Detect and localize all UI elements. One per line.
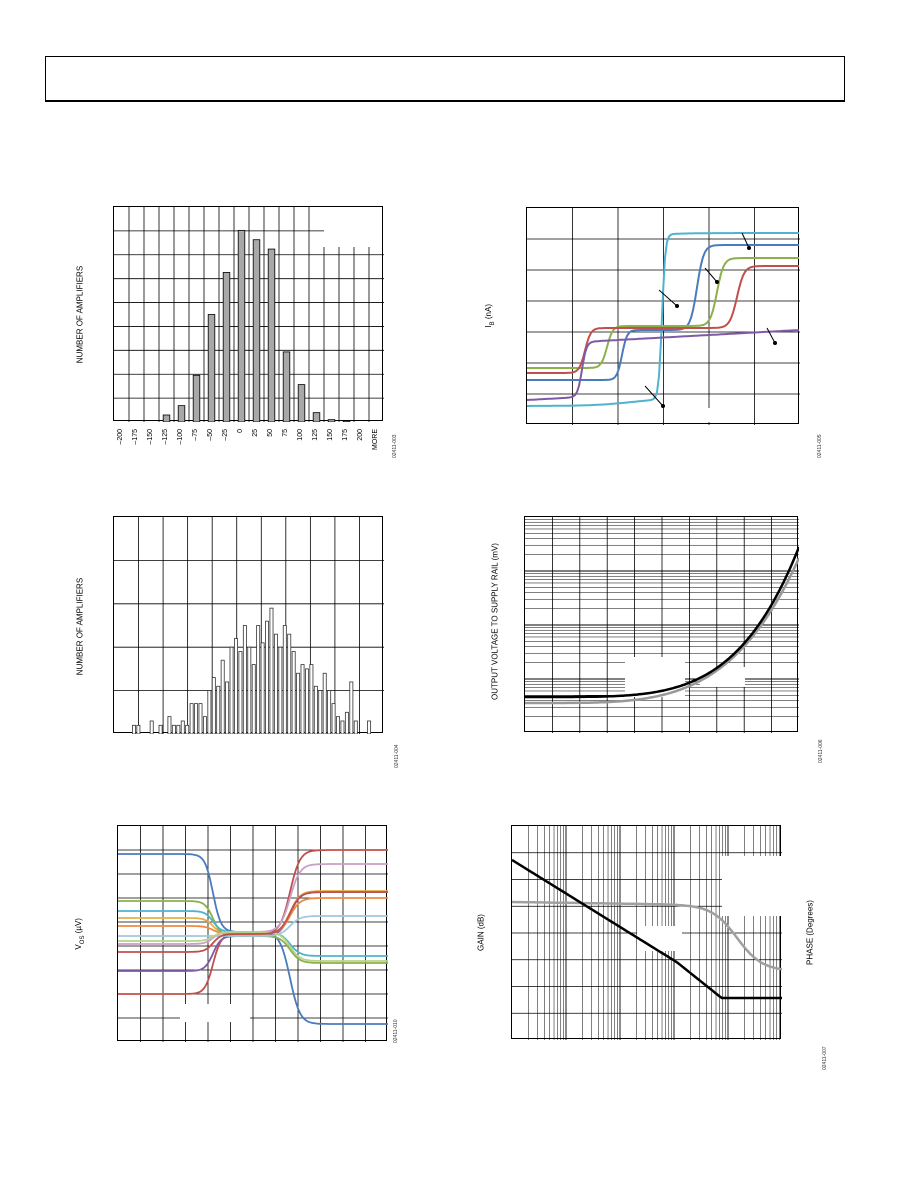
fig4-bar <box>252 665 255 734</box>
fig4-bar <box>221 660 224 734</box>
page-header-box <box>45 56 845 102</box>
fig1-xtick-label: 100 <box>296 429 304 441</box>
fig1-code: 02411-003 <box>392 434 398 458</box>
fig4-bar <box>279 647 282 734</box>
fig4-bar <box>297 673 300 734</box>
fig4-bar <box>336 717 339 734</box>
fig4-bar <box>195 704 198 734</box>
fig4-bar <box>212 678 215 734</box>
fig1-xtick-label: 0 <box>236 429 244 433</box>
fig4-bar <box>226 682 229 734</box>
fig1-xtick-label: –200 <box>116 429 124 445</box>
fig3-arrow <box>767 328 775 343</box>
fig1-bar <box>328 420 335 422</box>
fig4-bar <box>190 704 193 734</box>
fig4-bar <box>159 725 162 734</box>
fig4-bar <box>314 686 317 734</box>
fig4-bar <box>270 608 273 734</box>
fig1-svg <box>114 207 384 422</box>
fig7-svg <box>118 826 388 1042</box>
fig3-ylabel-unit: (nA) <box>484 304 494 322</box>
fig4-bar <box>350 682 353 734</box>
fig4-bar <box>328 691 331 734</box>
fig4-ylabel: NUMBER OF AMPLIFIERS <box>75 577 85 676</box>
fig5-code: 02411-006 <box>818 739 824 763</box>
fig1-bar <box>178 406 185 422</box>
fig4-bar <box>341 721 344 734</box>
fig1-xtick-label: 25 <box>251 429 259 437</box>
fig4-bar <box>217 686 220 734</box>
fig4-bar <box>305 669 308 734</box>
fig1-xtick-label: –75 <box>191 429 199 441</box>
fig4-bar <box>257 626 260 735</box>
fig4-bar <box>301 665 304 734</box>
fig4-bar <box>319 691 322 734</box>
fig4-bar <box>186 725 189 734</box>
fig3-plot <box>526 207 799 424</box>
fig3-arrowhead <box>747 246 751 250</box>
fig4-bar <box>368 721 371 734</box>
fig7-ylabel <box>74 909 86 959</box>
fig3-arrowhead <box>715 280 719 284</box>
fig4-bar <box>265 621 268 734</box>
fig1-xtick-label: –175 <box>131 429 139 445</box>
fig7-legend-mask <box>180 1004 250 1022</box>
fig3-arrow <box>645 386 663 406</box>
fig1-xtick-label: 75 <box>281 429 289 437</box>
fig4-bar <box>243 626 246 735</box>
fig1-xtick-label: –50 <box>206 429 214 441</box>
fig5-ylabel: OUTPUT VOLTAGE TO SUPPLY RAIL (mV) <box>490 543 500 700</box>
fig4-bar <box>332 704 335 734</box>
fig1-bar <box>238 230 245 422</box>
fig4-bar <box>150 721 153 734</box>
fig4-bar <box>168 717 171 734</box>
fig1-xtick-label: –150 <box>146 429 154 445</box>
fig3-curve-4 <box>527 330 799 400</box>
fig4-bar <box>323 673 326 734</box>
fig1-xtick-label: –100 <box>176 429 184 445</box>
fig3-arrowhead <box>773 341 777 345</box>
fig4-bar <box>199 704 202 734</box>
fig7-ylabel-sub: OS <box>79 935 86 945</box>
fig6-label-mask <box>637 926 682 951</box>
fig6-plot <box>511 825 781 1039</box>
fig4-bar <box>310 665 313 734</box>
fig1-xtick-label: 125 <box>311 429 319 441</box>
fig1-bar <box>163 415 170 422</box>
fig7-plot <box>117 825 387 1041</box>
fig3-ylabel-sub: B <box>489 321 496 326</box>
fig1-plot <box>113 206 383 421</box>
fig4-plot <box>113 516 383 733</box>
fig4-bar <box>283 626 286 735</box>
fig4-bar <box>288 634 291 734</box>
fig4-bar <box>172 725 175 734</box>
fig7-code: 02411-010 <box>393 1019 399 1043</box>
fig6-ylabel-right: PHASE (Degrees) <box>805 900 815 965</box>
fig5-plot <box>524 516 798 732</box>
fig1-xtick-label: MORE <box>371 429 379 450</box>
fig3-code: 02411-005 <box>817 434 823 458</box>
fig4-bar <box>345 712 348 734</box>
fig4-bar <box>261 643 264 734</box>
fig1-bar <box>298 385 305 422</box>
fig1-bar <box>253 240 260 422</box>
fig6-legend-mask <box>722 856 782 916</box>
fig1-xtick-label: –25 <box>221 429 229 441</box>
fig4-bar <box>137 725 140 734</box>
fig4-bar <box>208 691 211 734</box>
fig7-ylabel-main: V <box>74 944 84 950</box>
fig4-bar <box>132 725 135 734</box>
fig1-xtick-label: 175 <box>341 429 349 441</box>
fig5-svg <box>525 517 799 733</box>
fig1-bar <box>208 315 215 423</box>
fig4-bar <box>177 725 180 734</box>
fig4-bar <box>234 639 237 734</box>
fig4-bar <box>248 647 251 734</box>
fig3-arrowhead <box>661 404 665 408</box>
fig1-bar <box>223 272 230 422</box>
fig1-xtick-label: 150 <box>326 429 334 441</box>
fig1-xtick-label: –125 <box>161 429 169 445</box>
fig3-svg <box>527 208 800 425</box>
fig1-bar <box>268 249 275 422</box>
fig3-ylabel <box>484 291 496 341</box>
fig4-bar <box>354 721 357 734</box>
fig4-bar <box>239 652 242 734</box>
fig1-xtick-label: 50 <box>266 429 274 437</box>
fig1-bar <box>283 352 290 422</box>
fig1-bar <box>193 375 200 422</box>
fig6-svg <box>512 826 782 1040</box>
fig7-ylabel-unit: (µV) <box>74 918 84 936</box>
fig1-bar <box>343 421 350 422</box>
fig4-code: 02411-004 <box>394 744 400 768</box>
fig1-ylabel: NUMBER OF AMPLIFIERS <box>75 265 85 364</box>
fig4-svg <box>114 517 384 734</box>
fig3-arrowhead <box>675 304 679 308</box>
fig1-bar <box>313 413 320 422</box>
fig1-xtick-label: 200 <box>356 429 364 441</box>
fig4-bar <box>274 634 277 734</box>
fig4-bar <box>230 647 233 734</box>
fig3-ylabel-main: I <box>484 325 494 328</box>
fig6-ylabel: GAIN (dB) <box>476 914 486 951</box>
fig4-bar <box>203 717 206 734</box>
fig4-bar <box>181 721 184 734</box>
fig4-bar <box>292 652 295 734</box>
fig6-code: 02411-007 <box>822 1046 828 1070</box>
fig3-legend-mask <box>667 408 717 422</box>
